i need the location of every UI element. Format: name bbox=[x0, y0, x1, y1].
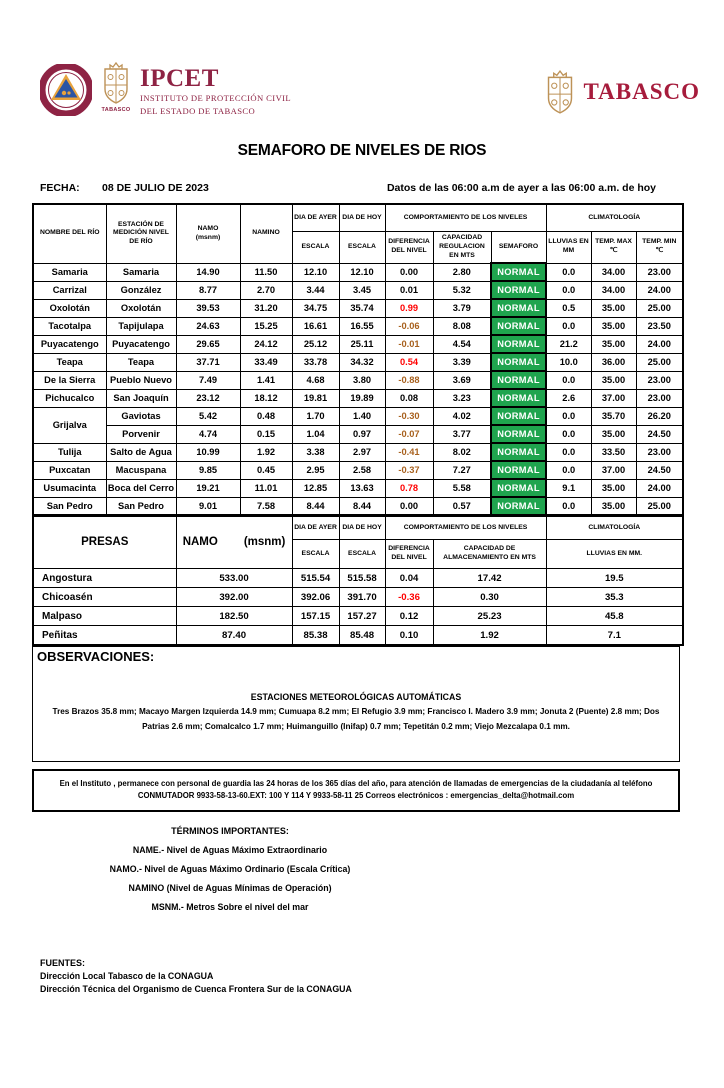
cell-scale-today: 515.58 bbox=[339, 569, 385, 588]
cell-rain-mm: 0.0 bbox=[546, 461, 591, 479]
cell-level-difference: 0.99 bbox=[385, 299, 433, 317]
col-header-tmin: TEMP. MIN ℃ bbox=[636, 232, 683, 264]
page-title: SEMAFORO DE NIVELES DE RIOS bbox=[237, 142, 487, 159]
instituto-note-box bbox=[32, 769, 680, 812]
cell-station-name: Tapijulapa bbox=[106, 317, 176, 335]
river-row bbox=[33, 299, 683, 317]
cell-rain-mm: 0.0 bbox=[546, 371, 591, 389]
tabasco-crest-small bbox=[99, 60, 133, 113]
cell-level-difference: -0.07 bbox=[385, 425, 433, 443]
cell-namino: 24.12 bbox=[240, 335, 292, 353]
river-row bbox=[33, 317, 683, 335]
cell-namo: 23.12 bbox=[176, 389, 240, 407]
cell-storage-capacity: 1.92 bbox=[433, 626, 546, 646]
cell-scale-today: 2.58 bbox=[339, 461, 385, 479]
cell-scale-yesterday: 2.95 bbox=[292, 461, 339, 479]
cell-scale-yesterday: 515.54 bbox=[292, 569, 339, 588]
cell-rain-mm: 0.0 bbox=[546, 317, 591, 335]
cell-temp-min: 24.00 bbox=[636, 479, 683, 497]
cell-station-name: Macuspana bbox=[106, 461, 176, 479]
ipcet-subtitle-line2: DEL ESTADO DE TABASCO bbox=[140, 106, 256, 117]
cell-namo: 29.65 bbox=[176, 335, 240, 353]
cell-rain-mm: 0.0 bbox=[546, 425, 591, 443]
cell-scale-today: 391.70 bbox=[339, 588, 385, 607]
cell-namino: 33.49 bbox=[240, 353, 292, 371]
cell-river-name: Usumacinta bbox=[33, 479, 106, 497]
cell-namino: 0.15 bbox=[240, 425, 292, 443]
cell-temp-min: 24.00 bbox=[636, 335, 683, 353]
col-header-namino: NAMINO bbox=[240, 204, 292, 263]
cell-river-name: Pichucalco bbox=[33, 389, 106, 407]
cell-temp-min: 25.00 bbox=[636, 353, 683, 371]
cell-namo: 24.63 bbox=[176, 317, 240, 335]
tabasco-crest-icon bbox=[542, 68, 578, 116]
cell-storage-capacity: 0.30 bbox=[433, 588, 546, 607]
group-header-climate: CLIMATOLOGÍA bbox=[546, 517, 683, 540]
cell-temp-max: 35.00 bbox=[591, 425, 636, 443]
cell-namino: 1.92 bbox=[240, 443, 292, 461]
river-row bbox=[33, 443, 683, 461]
cell-temp-max: 37.00 bbox=[591, 461, 636, 479]
col-header-scale-yesterday: ESCALA bbox=[292, 540, 339, 569]
presa-row bbox=[33, 588, 683, 607]
cell-river-name: Tacotalpa bbox=[33, 317, 106, 335]
cell-namo: 19.21 bbox=[176, 479, 240, 497]
cell-scale-today: 157.27 bbox=[339, 607, 385, 626]
cell-namo: 9.85 bbox=[176, 461, 240, 479]
cell-namino: 7.58 bbox=[240, 497, 292, 515]
terminos-title: TÉRMINOS IMPORTANTES: bbox=[171, 825, 289, 836]
cell-temp-max: 34.00 bbox=[591, 281, 636, 299]
status-semaforo-badge: NORMAL bbox=[491, 263, 546, 281]
cell-regulation-capacity: 4.02 bbox=[433, 407, 491, 425]
status-semaforo-badge: NORMAL bbox=[491, 425, 546, 443]
cell-scale-yesterday: 392.06 bbox=[292, 588, 339, 607]
tabasco-logo-group bbox=[542, 68, 701, 116]
namo-label: NAMO bbox=[197, 224, 219, 232]
rivers-table-body bbox=[33, 263, 683, 515]
crest-caption: TABASCO bbox=[101, 107, 131, 113]
cell-namo: 533.00 bbox=[176, 569, 292, 588]
cell-namino: 11.50 bbox=[240, 263, 292, 281]
river-row bbox=[33, 389, 683, 407]
cell-temp-min: 24.00 bbox=[636, 281, 683, 299]
cell-namino: 2.70 bbox=[240, 281, 292, 299]
river-row bbox=[33, 353, 683, 371]
cell-scale-today: 85.48 bbox=[339, 626, 385, 646]
cell-level-difference: -0.41 bbox=[385, 443, 433, 461]
status-semaforo-badge: NORMAL bbox=[491, 407, 546, 425]
rivers-table-header bbox=[33, 204, 683, 263]
cell-station-name: Teapa bbox=[106, 353, 176, 371]
cell-station-name: Samaria bbox=[106, 263, 176, 281]
cell-scale-yesterday: 1.70 bbox=[292, 407, 339, 425]
cell-regulation-capacity: 3.79 bbox=[433, 299, 491, 317]
cell-temp-max: 37.00 bbox=[591, 389, 636, 407]
col-header-station: ESTACIÓN DE MEDICIÓN NIVEL DE RÍO bbox=[106, 204, 176, 263]
cell-scale-yesterday: 85.38 bbox=[292, 626, 339, 646]
col-header-rain: LLUVIAS EN MM. bbox=[546, 540, 683, 569]
tabasco-wordmark: TABASCO bbox=[583, 79, 700, 104]
cell-namo: 4.74 bbox=[176, 425, 240, 443]
cell-rain-mm: 19.5 bbox=[546, 569, 683, 588]
status-semaforo-badge: NORMAL bbox=[491, 389, 546, 407]
cell-level-difference: 0.78 bbox=[385, 479, 433, 497]
status-semaforo-badge: NORMAL bbox=[491, 335, 546, 353]
cell-river-name: Oxolotán bbox=[33, 299, 106, 317]
cell-scale-yesterday: 3.38 bbox=[292, 443, 339, 461]
group-header-behavior: COMPORTAMIENTO DE LOS NIVELES bbox=[385, 517, 546, 540]
cell-station-name: González bbox=[106, 281, 176, 299]
fuentes-title: FUENTES: bbox=[40, 957, 85, 968]
cell-namino: 11.01 bbox=[240, 479, 292, 497]
cell-namo: 182.50 bbox=[176, 607, 292, 626]
observaciones-subtitle: ESTACIONES METEOROLÓGICAS AUTOMÁTICAS bbox=[250, 692, 462, 702]
cell-scale-yesterday: 4.68 bbox=[292, 371, 339, 389]
cell-presa-name: Chicoasén bbox=[33, 588, 176, 607]
proteccion-civil-seal-icon bbox=[40, 64, 92, 116]
presas-table-header bbox=[33, 517, 683, 569]
cell-temp-min: 23.00 bbox=[636, 263, 683, 281]
cell-temp-max: 35.00 bbox=[591, 371, 636, 389]
col-header-tmax: TEMP. MAX ℃ bbox=[591, 232, 636, 264]
cell-namino: 31.20 bbox=[240, 299, 292, 317]
col-header-yesterday: DIA DE AYER bbox=[292, 204, 339, 232]
col-header-scale-yesterday: ESCALA bbox=[292, 232, 339, 264]
status-semaforo-badge: NORMAL bbox=[491, 353, 546, 371]
status-semaforo-badge: NORMAL bbox=[491, 281, 546, 299]
cell-level-difference: 0.01 bbox=[385, 281, 433, 299]
cell-namo: 87.40 bbox=[176, 626, 292, 646]
cell-temp-min: 25.00 bbox=[636, 299, 683, 317]
cell-station-name: Boca del Cerro bbox=[106, 479, 176, 497]
cell-rain-mm: 0.0 bbox=[546, 407, 591, 425]
presas-table bbox=[32, 516, 684, 646]
status-semaforo-badge: NORMAL bbox=[491, 497, 546, 515]
cell-river-name: Puxcatan bbox=[33, 461, 106, 479]
cell-scale-today: 0.97 bbox=[339, 425, 385, 443]
cell-river-name: Puyacatengo bbox=[33, 335, 106, 353]
cell-scale-today: 13.63 bbox=[339, 479, 385, 497]
cell-temp-max: 36.00 bbox=[591, 353, 636, 371]
cell-rain-mm: 21.2 bbox=[546, 335, 591, 353]
cell-regulation-capacity: 4.54 bbox=[433, 335, 491, 353]
cell-scale-yesterday: 19.81 bbox=[292, 389, 339, 407]
instituto-note-line2: CONMUTADOR 9933-58-13-60.EXT: 100 Y 114 Y 9933-58-11 25 Correos electrónicos : emergencias_delta@hotmail.com bbox=[137, 791, 575, 801]
cell-temp-min: 23.00 bbox=[636, 371, 683, 389]
cell-rain-mm: 0.5 bbox=[546, 299, 591, 317]
cell-rain-mm: 0.0 bbox=[546, 497, 591, 515]
cell-scale-today: 3.80 bbox=[339, 371, 385, 389]
col-header-capacity: CAPACIDAD REGULACION EN MTS bbox=[433, 232, 491, 264]
cell-temp-max: 35.00 bbox=[591, 479, 636, 497]
col-header-diff: DIFERENCIA DEL NIVEL bbox=[385, 540, 433, 569]
cell-namo: 8.77 bbox=[176, 281, 240, 299]
cell-station-name: Puyacatengo bbox=[106, 335, 176, 353]
cell-temp-max: 35.00 bbox=[591, 317, 636, 335]
cell-scale-yesterday: 34.75 bbox=[292, 299, 339, 317]
cell-scale-today: 34.32 bbox=[339, 353, 385, 371]
cell-regulation-capacity: 3.69 bbox=[433, 371, 491, 389]
cell-namo: 7.49 bbox=[176, 371, 240, 389]
cell-station-name: San Pedro bbox=[106, 497, 176, 515]
cell-river-name: San Pedro bbox=[33, 497, 106, 515]
cell-level-difference: 0.54 bbox=[385, 353, 433, 371]
cell-temp-max: 35.00 bbox=[591, 497, 636, 515]
cell-river-name: Grijalva bbox=[33, 407, 106, 443]
cell-regulation-capacity: 7.27 bbox=[433, 461, 491, 479]
ipcet-wordmark bbox=[140, 66, 291, 117]
cell-scale-yesterday: 16.61 bbox=[292, 317, 339, 335]
cell-river-name: Teapa bbox=[33, 353, 106, 371]
terminos-item: NAMO.- Nivel de Aguas Máximo Ordinario (Escala Crítica) bbox=[109, 863, 351, 874]
ipcet-acronym: IPCET bbox=[140, 65, 219, 92]
terminos-item: MSNM.- Metros Sobre el nivel del mar bbox=[151, 901, 309, 912]
cell-regulation-capacity: 5.58 bbox=[433, 479, 491, 497]
col-header-scale-today: ESCALA bbox=[339, 232, 385, 264]
cell-namino: 0.48 bbox=[240, 407, 292, 425]
cell-regulation-capacity: 0.57 bbox=[433, 497, 491, 515]
cell-river-name: Samaria bbox=[33, 263, 106, 281]
instituto-note-line1: En el Instituto , permanece con personal de guardia las 24 horas de los 365 días del año, para atención de llamadas de emergencias de la ciudadanía al teléfono bbox=[59, 779, 653, 788]
cell-scale-yesterday: 1.04 bbox=[292, 425, 339, 443]
group-header-climate: CLIMATOLOGÍA bbox=[546, 204, 683, 232]
cell-temp-min: 23.50 bbox=[636, 317, 683, 335]
status-semaforo-badge: NORMAL bbox=[491, 443, 546, 461]
cell-temp-max: 33.50 bbox=[591, 443, 636, 461]
cell-namino: 15.25 bbox=[240, 317, 292, 335]
col-header-scale-today: ESCALA bbox=[339, 540, 385, 569]
col-header-diff: DIFERENCIA DEL NIVEL bbox=[385, 232, 433, 264]
cell-regulation-capacity: 3.39 bbox=[433, 353, 491, 371]
document-page bbox=[0, 64, 724, 1088]
status-semaforo-badge: NORMAL bbox=[491, 461, 546, 479]
cell-rain-mm: 9.1 bbox=[546, 479, 591, 497]
cell-namo: 37.71 bbox=[176, 353, 240, 371]
cell-rain-mm: 7.1 bbox=[546, 626, 683, 646]
terminos-item: NAME.- Nivel de Aguas Máximo Extraordinario bbox=[132, 844, 328, 855]
ipcet-logo-group bbox=[40, 64, 291, 117]
cell-rain-mm: 0.0 bbox=[546, 443, 591, 461]
status-semaforo-badge: NORMAL bbox=[491, 371, 546, 389]
river-row bbox=[33, 461, 683, 479]
cell-scale-yesterday: 8.44 bbox=[292, 497, 339, 515]
col-header-rain: LLUVIAS EN MM bbox=[546, 232, 591, 264]
cell-level-difference: -0.06 bbox=[385, 317, 433, 335]
cell-level-difference: -0.37 bbox=[385, 461, 433, 479]
river-row bbox=[33, 335, 683, 353]
cell-namino: 0.45 bbox=[240, 461, 292, 479]
col-header-yesterday: DIA DE AYER bbox=[292, 517, 339, 540]
cell-scale-yesterday: 33.78 bbox=[292, 353, 339, 371]
cell-namo: 14.90 bbox=[176, 263, 240, 281]
fuentes-item: Dirección Local Tabasco de la CONAGUA bbox=[40, 970, 214, 981]
cell-presa-name: Angostura bbox=[33, 569, 176, 588]
cell-namino: 1.41 bbox=[240, 371, 292, 389]
cell-rain-mm: 45.8 bbox=[546, 607, 683, 626]
cell-temp-min: 25.00 bbox=[636, 497, 683, 515]
presa-row bbox=[33, 607, 683, 626]
col-header-semaforo: SEMAFORO bbox=[491, 232, 546, 264]
presa-row bbox=[33, 569, 683, 588]
cell-temp-min: 24.50 bbox=[636, 461, 683, 479]
cell-temp-max: 35.00 bbox=[591, 335, 636, 353]
status-semaforo-badge: NORMAL bbox=[491, 299, 546, 317]
cell-temp-max: 35.00 bbox=[591, 299, 636, 317]
cell-rain-mm: 10.0 bbox=[546, 353, 591, 371]
cell-scale-yesterday: 25.12 bbox=[292, 335, 339, 353]
cell-level-difference: 0.04 bbox=[385, 569, 433, 588]
cell-level-difference: -0.01 bbox=[385, 335, 433, 353]
cell-rain-mm: 0.0 bbox=[546, 281, 591, 299]
cell-level-difference: 0.00 bbox=[385, 497, 433, 515]
cell-temp-min: 23.00 bbox=[636, 389, 683, 407]
cell-river-name: De la Sierra bbox=[33, 371, 106, 389]
terminos-section bbox=[60, 826, 400, 912]
cell-regulation-capacity: 3.77 bbox=[433, 425, 491, 443]
cell-namino: 18.12 bbox=[240, 389, 292, 407]
status-semaforo-badge: NORMAL bbox=[491, 317, 546, 335]
cell-temp-min: 24.50 bbox=[636, 425, 683, 443]
river-row bbox=[33, 479, 683, 497]
cell-station-name: Salto de Agua bbox=[106, 443, 176, 461]
cell-station-name: Oxolotán bbox=[106, 299, 176, 317]
cell-temp-min: 23.00 bbox=[636, 443, 683, 461]
cell-scale-today: 16.55 bbox=[339, 317, 385, 335]
cell-regulation-capacity: 8.02 bbox=[433, 443, 491, 461]
cell-station-name: Gaviotas bbox=[106, 407, 176, 425]
cell-scale-today: 25.11 bbox=[339, 335, 385, 353]
group-header-behavior: COMPORTAMIENTO DE LOS NIVELES bbox=[385, 204, 546, 232]
col-header-presas-namo bbox=[176, 517, 292, 569]
cell-scale-yesterday: 3.44 bbox=[292, 281, 339, 299]
cell-temp-max: 35.70 bbox=[591, 407, 636, 425]
cell-regulation-capacity: 3.23 bbox=[433, 389, 491, 407]
cell-scale-yesterday: 157.15 bbox=[292, 607, 339, 626]
river-row bbox=[33, 425, 683, 443]
river-row bbox=[33, 263, 683, 281]
cell-level-difference: -0.88 bbox=[385, 371, 433, 389]
cell-scale-today: 12.10 bbox=[339, 263, 385, 281]
tabasco-crest-icon bbox=[99, 60, 133, 106]
cell-station-name: San Joaquín bbox=[106, 389, 176, 407]
cell-scale-today: 3.45 bbox=[339, 281, 385, 299]
river-row bbox=[33, 407, 683, 425]
cell-level-difference: 0.08 bbox=[385, 389, 433, 407]
cell-station-name: Porvenir bbox=[106, 425, 176, 443]
presas-namo-label: NAMO bbox=[182, 536, 218, 549]
col-header-today: DIA DE HOY bbox=[339, 517, 385, 540]
date-label: FECHA: bbox=[40, 182, 80, 194]
cell-level-difference: 0.10 bbox=[385, 626, 433, 646]
observaciones-label: OBSERVACIONES: bbox=[37, 649, 155, 664]
fuentes-item: Dirección Técnica del Organismo de Cuenca Frontera Sur de la CONAGUA bbox=[40, 983, 352, 994]
cell-regulation-capacity: 5.32 bbox=[433, 281, 491, 299]
cell-scale-today: 2.97 bbox=[339, 443, 385, 461]
presas-namo-unit: (msnm) bbox=[243, 536, 286, 549]
observaciones-body: Tres Brazos 35.8 mm; Macayo Margen Izquierda 14.9 mm; Cumuapa 8.2 mm; El Refugio 3.9 mm; Francisco I. Madero 3.9 mm; Jonuta 2 (Puente) 2.8 mm; Dos Patrias 2.6 mm; Comalcalco 1.7 mm; Huimanguillo (Inifap) 0.7 mm; Tepetitán 0.2 mm; Viejo Mezcalapa 0.1 mm. bbox=[52, 707, 660, 732]
presa-row bbox=[33, 626, 683, 646]
col-header-presas: PRESAS bbox=[33, 517, 176, 569]
cell-scale-yesterday: 12.10 bbox=[292, 263, 339, 281]
cell-regulation-capacity: 2.80 bbox=[433, 263, 491, 281]
cell-namo: 9.01 bbox=[176, 497, 240, 515]
cell-scale-today: 19.89 bbox=[339, 389, 385, 407]
river-row bbox=[33, 371, 683, 389]
cell-river-name: Tulija bbox=[33, 443, 106, 461]
date-note: Datos de las 06:00 a.m de ayer a las 06:00 a.m. de hoy bbox=[386, 182, 656, 194]
cell-storage-capacity: 25.23 bbox=[433, 607, 546, 626]
observaciones-box bbox=[32, 646, 680, 762]
presas-table-body bbox=[33, 569, 683, 646]
cell-level-difference: -0.36 bbox=[385, 588, 433, 607]
ipcet-subtitle-line1: INSTITUTO DE PROTECCIÓN CIVIL bbox=[140, 93, 292, 103]
cell-presa-name: Peñitas bbox=[33, 626, 176, 646]
cell-level-difference: 0.00 bbox=[385, 263, 433, 281]
cell-level-difference: -0.30 bbox=[385, 407, 433, 425]
terminos-item: NAMINO (Nivel de Aguas Mínimas de Operación) bbox=[128, 882, 332, 893]
cell-namo: 5.42 bbox=[176, 407, 240, 425]
cell-namo: 10.99 bbox=[176, 443, 240, 461]
page-header bbox=[40, 64, 700, 130]
cell-rain-mm: 0.0 bbox=[546, 263, 591, 281]
col-header-namo bbox=[176, 204, 240, 263]
status-semaforo-badge: NORMAL bbox=[491, 479, 546, 497]
river-row bbox=[33, 281, 683, 299]
cell-rain-mm: 2.6 bbox=[546, 389, 591, 407]
river-row bbox=[33, 497, 683, 515]
cell-namo: 392.00 bbox=[176, 588, 292, 607]
cell-temp-min: 26.20 bbox=[636, 407, 683, 425]
cell-namo: 39.53 bbox=[176, 299, 240, 317]
cell-river-name: Carrizal bbox=[33, 281, 106, 299]
col-header-river: NOMBRE DEL RÍO bbox=[33, 204, 106, 263]
col-header-today: DIA DE HOY bbox=[339, 204, 385, 232]
cell-rain-mm: 35.3 bbox=[546, 588, 683, 607]
date-row bbox=[40, 182, 684, 194]
cell-station-name: Pueblo Nuevo bbox=[106, 371, 176, 389]
cell-scale-today: 8.44 bbox=[339, 497, 385, 515]
cell-scale-today: 35.74 bbox=[339, 299, 385, 317]
cell-temp-max: 34.00 bbox=[591, 263, 636, 281]
fuentes-section bbox=[40, 958, 724, 994]
date-value: 08 DE JULIO DE 2023 bbox=[102, 182, 209, 194]
cell-presa-name: Malpaso bbox=[33, 607, 176, 626]
cell-storage-capacity: 17.42 bbox=[433, 569, 546, 588]
cell-scale-yesterday: 12.85 bbox=[292, 479, 339, 497]
cell-level-difference: 0.12 bbox=[385, 607, 433, 626]
rivers-table bbox=[32, 203, 684, 516]
cell-regulation-capacity: 8.08 bbox=[433, 317, 491, 335]
namo-unit: (msnm) bbox=[195, 233, 221, 241]
col-header-storage: CAPACIDAD DE ALMACENAMIENTO EN MTS bbox=[433, 540, 546, 569]
cell-scale-today: 1.40 bbox=[339, 407, 385, 425]
